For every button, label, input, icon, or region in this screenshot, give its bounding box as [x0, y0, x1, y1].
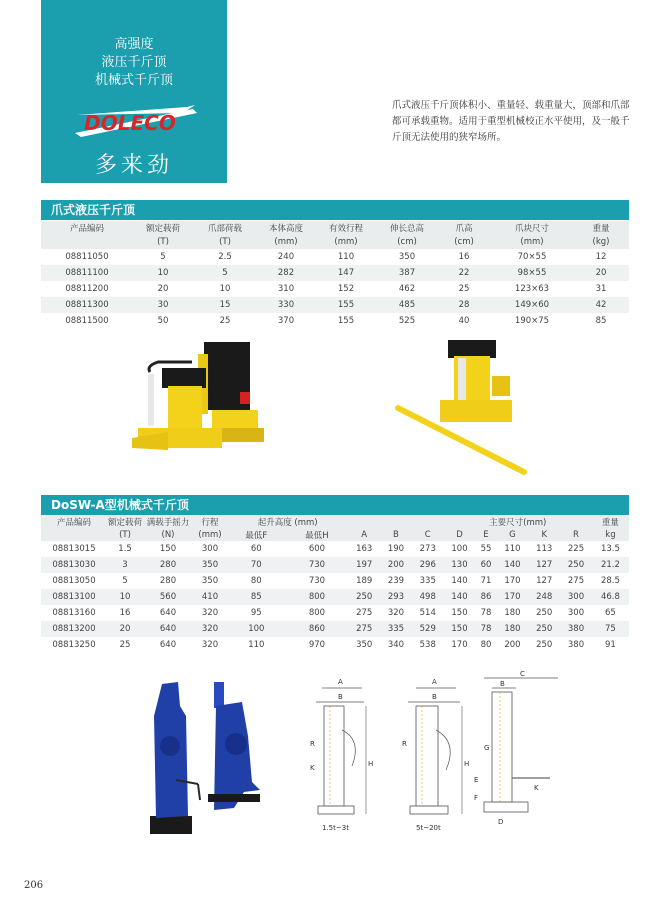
table-cell: 250	[528, 621, 560, 637]
table-cell: 127	[536, 576, 553, 586]
table-cell: 08811050	[65, 252, 109, 262]
table-cell: 08813015	[52, 544, 96, 554]
table-cell: 25	[458, 284, 470, 294]
label-f: F	[474, 794, 479, 802]
table-cell: 100	[227, 621, 286, 637]
table-cell: 640	[159, 608, 177, 618]
brand-line-1: 高强度	[114, 37, 154, 52]
mechanical-jack-spec-table	[41, 515, 629, 653]
table-cell: 170	[451, 640, 468, 650]
doleco-logo	[71, 103, 201, 141]
table-cell: 31	[595, 284, 607, 294]
table-cell: 60	[475, 557, 496, 573]
label-r: R	[402, 740, 407, 748]
table-cell: 85	[227, 589, 286, 605]
brand-line-3: 机械式千斤顶	[94, 73, 173, 88]
table-cell: 529	[412, 621, 444, 637]
table-cell: 240	[277, 252, 295, 262]
table-row	[41, 541, 629, 557]
table-cell: 28	[437, 297, 491, 313]
table-cell: 20	[573, 265, 629, 281]
table-row	[41, 281, 629, 297]
unit-stroke: (mm)	[315, 235, 377, 249]
header-handle-force: 满载手摇力	[143, 515, 193, 528]
header-load: 额定载荷	[133, 221, 193, 235]
caption-5t-20t: 5t~20t	[416, 824, 441, 832]
table-cell: 155	[337, 316, 355, 326]
table-cell: 113	[536, 544, 553, 554]
table-row	[41, 249, 629, 265]
header-code: 产品编码	[41, 221, 133, 235]
table-cell: 08813200	[41, 621, 107, 637]
table-cell: 08813160	[52, 608, 96, 618]
table-cell: 800	[286, 589, 349, 605]
table-cell: 300	[567, 608, 585, 618]
label-k: K	[310, 764, 315, 772]
table-cell: 150	[444, 621, 476, 637]
label-h: H	[464, 760, 470, 768]
table-cell: 20	[157, 284, 169, 294]
table-cell: 149×60	[491, 297, 573, 313]
table-row	[41, 297, 629, 313]
label-d: D	[498, 818, 504, 826]
table-cell: 800	[308, 608, 326, 618]
table-cell: 320	[387, 608, 405, 618]
unit-claw-height: (cm)	[437, 235, 491, 249]
table-cell: 147	[315, 265, 377, 281]
unit-cell: (T)	[107, 528, 143, 541]
unit-cell: K	[528, 528, 560, 541]
table-cell: 250	[536, 608, 553, 618]
table-cell: 462	[398, 284, 416, 294]
table-cell: 485	[377, 297, 437, 313]
table-cell: 140	[497, 557, 529, 573]
table-cell: 28.5	[600, 576, 620, 586]
table-cell: 08811200	[65, 284, 109, 294]
section-title-claw-jack: 爪式液压千斤顶	[41, 200, 629, 220]
table-cell: 80	[480, 640, 492, 650]
table-cell: 42	[573, 297, 629, 313]
table-cell: 640	[143, 621, 193, 637]
table-cell: 5	[122, 576, 128, 586]
table-cell: 730	[286, 557, 349, 573]
dimension-diagram-side	[470, 670, 570, 838]
unit-claw-load: (T)	[193, 235, 257, 249]
table-cell: 250	[348, 589, 380, 605]
table-row	[41, 265, 629, 281]
table-cell: 335	[380, 621, 412, 637]
claw-jack-table-body	[41, 249, 629, 329]
table-cell: 95	[250, 608, 262, 618]
header-weight: 重量	[592, 515, 629, 528]
table-cell: 640	[159, 640, 177, 650]
table-row	[41, 313, 629, 329]
table-cell: 130	[444, 557, 476, 573]
table-cell: 22	[437, 265, 491, 281]
table-cell: 08813050	[52, 576, 96, 586]
table-cell: 730	[308, 576, 326, 586]
table-cell: 25	[219, 316, 231, 326]
table-cell: 275	[567, 576, 585, 586]
unit-cell: R	[560, 528, 592, 541]
table-row	[41, 637, 629, 653]
table-cell: 110	[248, 640, 265, 650]
table-row	[41, 573, 629, 589]
header-code: 产品编码	[41, 515, 107, 528]
mechanical-jack-pair-photo	[118, 676, 278, 840]
table-cell: 387	[377, 265, 437, 281]
table-cell: 155	[315, 297, 377, 313]
unit-cell: kg	[592, 528, 629, 541]
header-claw-load: 爪部荷载	[193, 221, 257, 235]
table-cell: 180	[504, 608, 521, 618]
unit-cell: 最低F	[227, 528, 286, 541]
table-cell: 91	[605, 640, 616, 650]
header-extended-height: 伸长总高	[377, 221, 437, 235]
table-cell: 330	[257, 297, 315, 313]
unit-cell: G	[497, 528, 529, 541]
label-b: B	[432, 693, 437, 701]
table-cell: 296	[412, 557, 444, 573]
table-cell: 98×55	[491, 265, 573, 281]
table-cell: 100	[451, 544, 468, 554]
unit-body-height: (mm)	[257, 235, 315, 249]
table-cell: 380	[567, 640, 585, 650]
table-cell: 123×63	[514, 284, 550, 294]
mechanical-jack-table-body	[41, 541, 629, 653]
unit-cell: E	[475, 528, 496, 541]
label-e: E	[474, 776, 479, 784]
table-cell: 20	[107, 621, 143, 637]
table-unit-row	[41, 235, 629, 249]
table-cell: 78	[475, 621, 496, 637]
table-cell: 60	[250, 544, 262, 554]
table-cell: 46.8	[592, 589, 629, 605]
table-cell: 110	[504, 544, 521, 554]
table-cell: 110	[337, 252, 355, 262]
label-r: R	[310, 740, 315, 748]
unit-cell: D	[444, 528, 476, 541]
table-cell: 5	[193, 265, 257, 281]
claw-jack-with-handle-photo	[392, 336, 532, 476]
table-cell: 273	[419, 544, 436, 554]
table-cell: 860	[286, 621, 349, 637]
table-cell: 40	[458, 316, 470, 326]
label-h: H	[368, 760, 374, 768]
table-cell: 350	[201, 576, 219, 586]
table-cell: 225	[567, 544, 585, 554]
brand-tagline	[41, 0, 227, 90]
label-g: G	[484, 744, 490, 752]
table-cell: 10	[219, 284, 231, 294]
table-cell: 08813250	[52, 640, 96, 650]
table-cell: 335	[419, 576, 436, 586]
table-cell: 10	[107, 589, 143, 605]
table-cell: 250	[536, 640, 553, 650]
table-cell: 80	[250, 576, 262, 586]
table-cell: 71	[480, 576, 492, 586]
table-cell: 5	[160, 252, 166, 262]
caption-1-5t-3t: 1.5t~3t	[322, 824, 349, 832]
table-cell: 200	[504, 640, 521, 650]
table-cell: 152	[337, 284, 355, 294]
table-row	[41, 605, 629, 621]
table-cell: 410	[193, 589, 227, 605]
intro-paragraph: 爪式液压千斤顶体积小、重量轻、载重量大，顶部和爪部都可承载重物。适用于重型机械校正水平使用，及一般千斤顶无法使用的狭窄场所。	[392, 100, 630, 143]
unit-cell: B	[380, 528, 412, 541]
table-cell: 280	[159, 576, 177, 586]
brand-panel	[41, 0, 227, 183]
table-cell: 25	[119, 640, 131, 650]
table-cell: 08813030	[41, 557, 107, 573]
table-cell: 163	[356, 544, 373, 554]
table-cell: 30	[133, 297, 193, 313]
label-b: B	[338, 693, 343, 701]
table-cell: 1.5	[118, 544, 132, 554]
header-load: 额定载荷	[107, 515, 143, 528]
table-cell: 85	[595, 316, 607, 326]
table-cell: 127	[528, 557, 560, 573]
table-cell: 538	[419, 640, 436, 650]
table-cell: 08811100	[41, 265, 133, 281]
table-cell: 86	[475, 589, 496, 605]
table-cell: 320	[201, 640, 219, 650]
label-a: A	[338, 678, 343, 686]
table-cell: 70×55	[517, 252, 547, 262]
logo-wordmark: DOLECO	[84, 111, 176, 135]
label-a: A	[432, 678, 437, 686]
table-header-row	[41, 221, 629, 235]
table-cell: 275	[356, 608, 373, 618]
table-cell: 320	[201, 608, 219, 618]
table-row	[41, 557, 629, 573]
table-cell: 16	[458, 252, 470, 262]
table-cell: 55	[480, 544, 492, 554]
table-row	[41, 589, 629, 605]
table-cell: 525	[398, 316, 416, 326]
table-row	[41, 621, 629, 637]
table-cell: 300	[201, 544, 219, 554]
table-cell: 275	[348, 621, 380, 637]
table-cell: 08811300	[41, 297, 133, 313]
unit-cell: 最低H	[286, 528, 349, 541]
claw-jack-pair-photo	[128, 332, 278, 462]
table-cell: 12	[595, 252, 607, 262]
page-number: 206	[24, 880, 44, 891]
unit-cell	[41, 528, 107, 541]
table-cell: 498	[412, 589, 444, 605]
table-cell: 150	[159, 544, 177, 554]
header-weight: 重量	[573, 221, 629, 235]
table-cell: 370	[277, 316, 295, 326]
table-cell: 70	[227, 557, 286, 573]
table-cell: 514	[419, 608, 436, 618]
table-cell: 380	[560, 621, 592, 637]
table-cell: 350	[193, 557, 227, 573]
table-cell: 21.2	[592, 557, 629, 573]
table-cell: 600	[308, 544, 326, 554]
unit-code	[41, 235, 133, 249]
table-cell: 170	[504, 576, 521, 586]
brand-line-2: 液压千斤顶	[101, 55, 167, 70]
table-cell: 3	[107, 557, 143, 573]
table-cell: 13.5	[600, 544, 620, 554]
table-cell: 200	[380, 557, 412, 573]
table-cell: 15	[193, 297, 257, 313]
table-header-row	[41, 515, 629, 528]
brand-chinese-name: 多来劲	[94, 153, 173, 178]
header-stroke: 有效行程	[315, 221, 377, 235]
table-cell: 190	[387, 544, 405, 554]
table-cell: 78	[480, 608, 492, 618]
table-cell: 250	[560, 557, 592, 573]
unit-cell: (N)	[143, 528, 193, 541]
table-cell: 300	[560, 589, 592, 605]
table-cell: 08813100	[41, 589, 107, 605]
section-title-mechanical-jack: DoSW-A型机械式千斤顶	[41, 495, 629, 515]
dimension-diagram-medium	[372, 670, 472, 838]
header-body-height: 本体高度	[257, 221, 315, 235]
table-cell: 248	[528, 589, 560, 605]
header-spacer	[348, 515, 443, 528]
unit-cell: A	[348, 528, 380, 541]
table-cell: 560	[143, 589, 193, 605]
label-c: C	[520, 670, 525, 678]
header-main-dims: 主要尺寸(mm)	[444, 515, 592, 528]
header-claw-size: 爪块尺寸	[491, 221, 573, 235]
table-cell: 10	[133, 265, 193, 281]
unit-cell: (mm)	[193, 528, 227, 541]
table-cell: 340	[387, 640, 405, 650]
table-cell: 293	[380, 589, 412, 605]
table-cell: 280	[143, 557, 193, 573]
table-cell: 50	[157, 316, 169, 326]
table-cell: 350	[398, 252, 416, 262]
label-k: K	[534, 784, 539, 792]
header-lift-height: 起升高度 (mm)	[227, 515, 348, 528]
unit-weight: (kg)	[573, 235, 629, 249]
table-cell: 970	[308, 640, 326, 650]
table-cell: 16	[119, 608, 131, 618]
unit-claw-size: (mm)	[491, 235, 573, 249]
unit-load: (T)	[133, 235, 193, 249]
table-cell: 189	[356, 576, 373, 586]
claw-jack-spec-table	[41, 221, 629, 329]
unit-cell: C	[412, 528, 444, 541]
label-b: B	[500, 680, 505, 688]
table-cell: 75	[592, 621, 629, 637]
table-cell: 170	[497, 589, 529, 605]
table-cell: 65	[605, 608, 616, 618]
table-cell: 140	[451, 576, 468, 586]
table-cell: 197	[348, 557, 380, 573]
table-cell: 350	[356, 640, 373, 650]
table-unit-row	[41, 528, 629, 541]
table-cell: 239	[387, 576, 405, 586]
table-cell: 320	[193, 621, 227, 637]
table-cell: 282	[257, 265, 315, 281]
header-claw-height: 爪高	[437, 221, 491, 235]
header-stroke: 行程	[193, 515, 227, 528]
table-cell: 180	[497, 621, 529, 637]
table-cell: 190×75	[514, 316, 550, 326]
table-cell: 140	[444, 589, 476, 605]
table-cell: 08811500	[65, 316, 109, 326]
table-cell: 310	[277, 284, 295, 294]
table-cell: 150	[451, 608, 468, 618]
unit-extended-height: (cm)	[377, 235, 437, 249]
table-cell: 2.5	[218, 252, 232, 262]
